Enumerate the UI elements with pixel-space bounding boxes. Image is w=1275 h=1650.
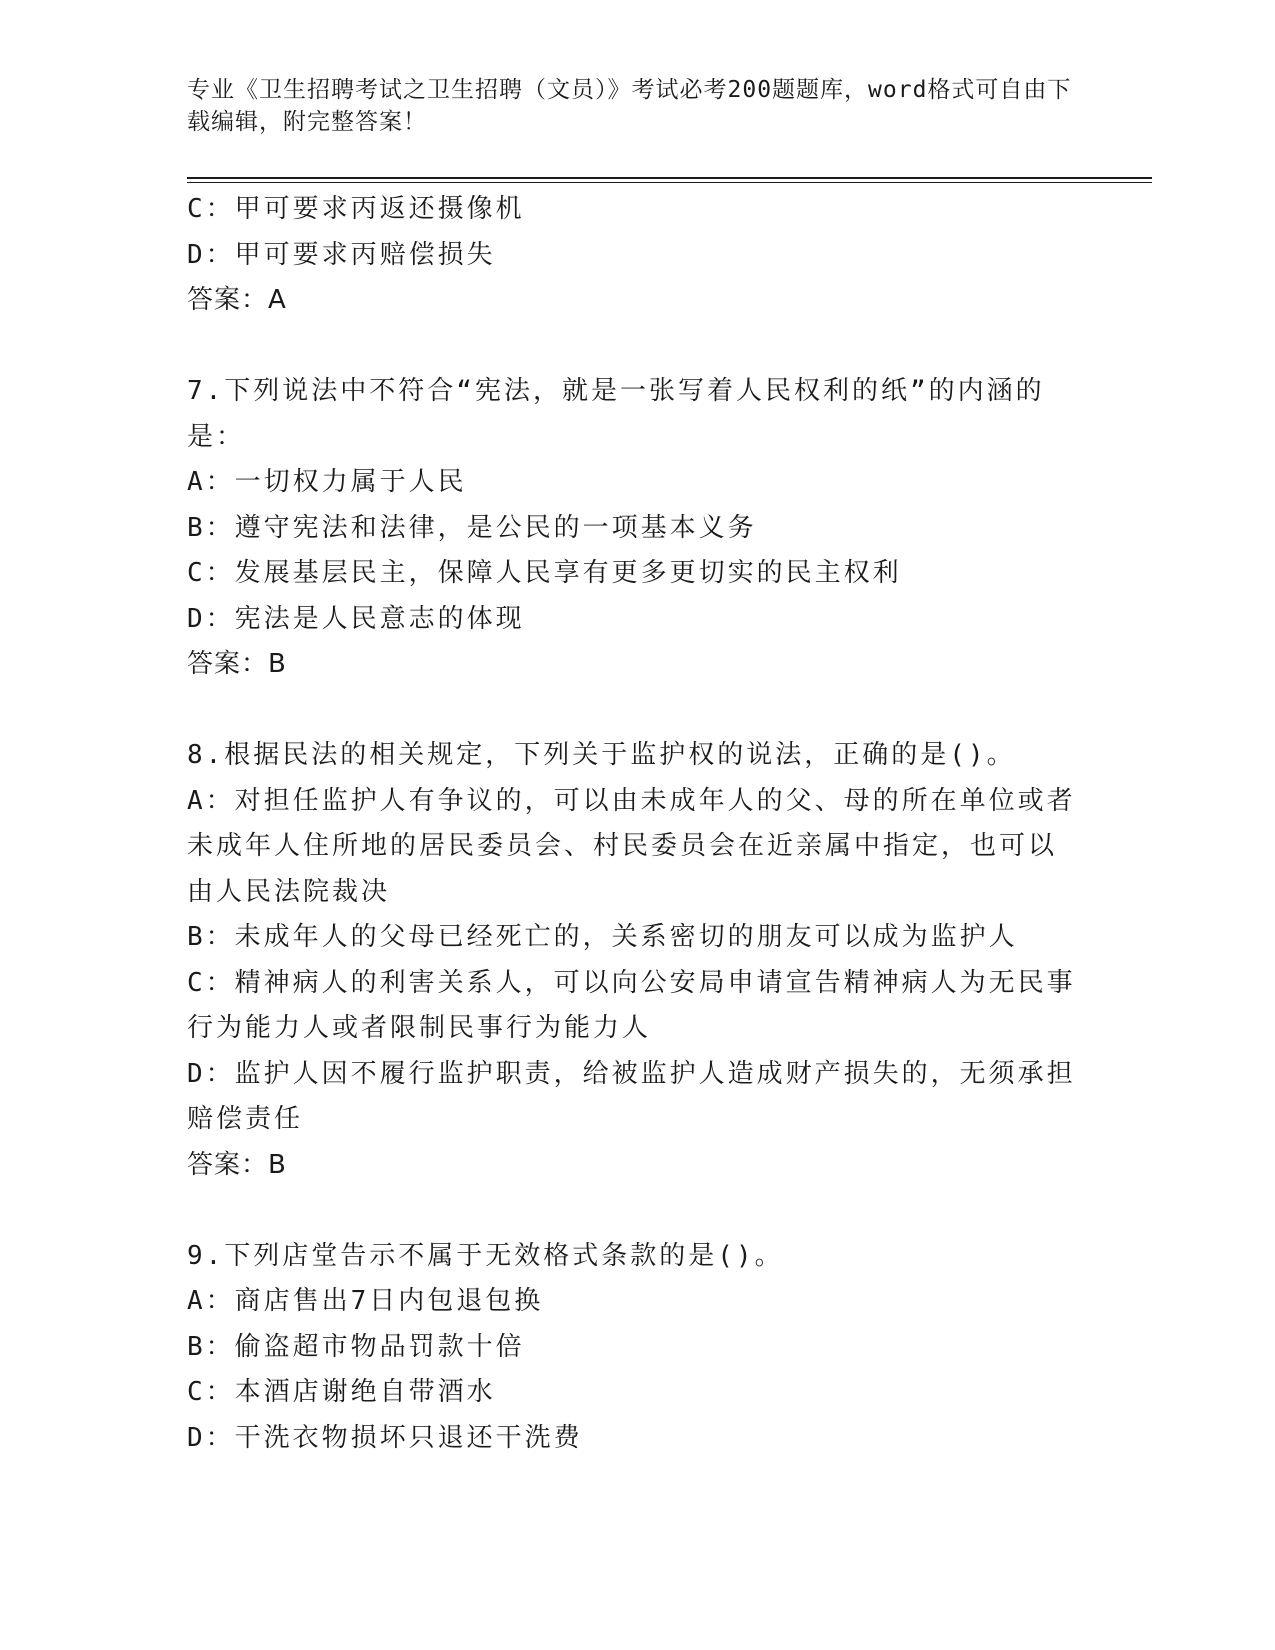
question-7-option-b: B：遵守宪法和法律，是公民的一项基本义务 [187, 512, 757, 543]
question-8-answer: 答案：B [187, 1149, 287, 1180]
question-9-option-a: A：商店售出7日内包退包换 [187, 1286, 544, 1316]
question-7-option-d: D：宪法是人民意志的体现 [187, 603, 525, 634]
question-6-option-d: D：甲可要求丙赔偿损失 [187, 239, 496, 270]
question-6-answer: 答案：A [187, 285, 287, 315]
question-8-option-c: C：精神病人的利害关系人，可以向公安局申请宣告精神病人为无民事行为能力人或者限制民事行为能力人 [187, 967, 1076, 1043]
question-8-option-a: A：对担任监护人有争议的，可以由未成年人的父、母的所在单位或者未成年人住所地的居民委员会、村民委员会在近亲属中指定，也可以由人民法院裁决 [187, 785, 1076, 907]
question-8-option-d: D：监护人因不履行监护职责，给被监护人造成财产损失的，无须承担赔偿责任 [187, 1058, 1076, 1134]
question-8-stem: 8.根据民法的相关规定，下列关于监护权的说法，正确的是()。 [187, 740, 1016, 770]
question-9-option-c: C：本酒店谢绝自带酒水 [187, 1377, 496, 1407]
question-spacer [187, 1188, 1077, 1234]
question-7-stem: 7.下列说法中不符合“宪法，就是一张写着人民权利的纸”的内涵的是： [187, 376, 1045, 452]
question-9-stem: 9.下列店堂告示不属于无效格式条款的是()。 [187, 1240, 784, 1271]
question-7-option-c: C：发展基层民主，保障人民享有更多更切实的民主权利 [187, 558, 902, 588]
question-8-option-b: B：未成年人的父母已经死亡的，关系密切的朋友可以成为监护人 [187, 922, 1018, 952]
question-6 [187, 187, 1077, 324]
header-divider-thick [187, 177, 1152, 179]
question-9-option-d: D：干洗衣物损坏只退还干洗费 [187, 1422, 583, 1453]
question-7-option-a: A：一切权力属于人民 [187, 467, 467, 497]
question-spacer [187, 324, 1077, 370]
question-6-option-c: C：甲可要求丙返还摄像机 [187, 194, 525, 224]
question-spacer [187, 688, 1077, 734]
header-divider-thin [187, 182, 1152, 183]
document-header: 专业《卫生招聘考试之卫生招聘（文员）》考试必考200题题库，word格式可自由下载编辑，附完整答案！ [187, 77, 1072, 135]
question-9-option-b: B：偷盗超市物品罚款十倍 [187, 1331, 525, 1362]
question-7-answer: 答案：B [187, 649, 287, 679]
question-8 [187, 733, 1077, 1188]
question-list [187, 187, 1077, 1461]
question-7 [187, 369, 1077, 688]
question-9 [187, 1234, 1077, 1462]
